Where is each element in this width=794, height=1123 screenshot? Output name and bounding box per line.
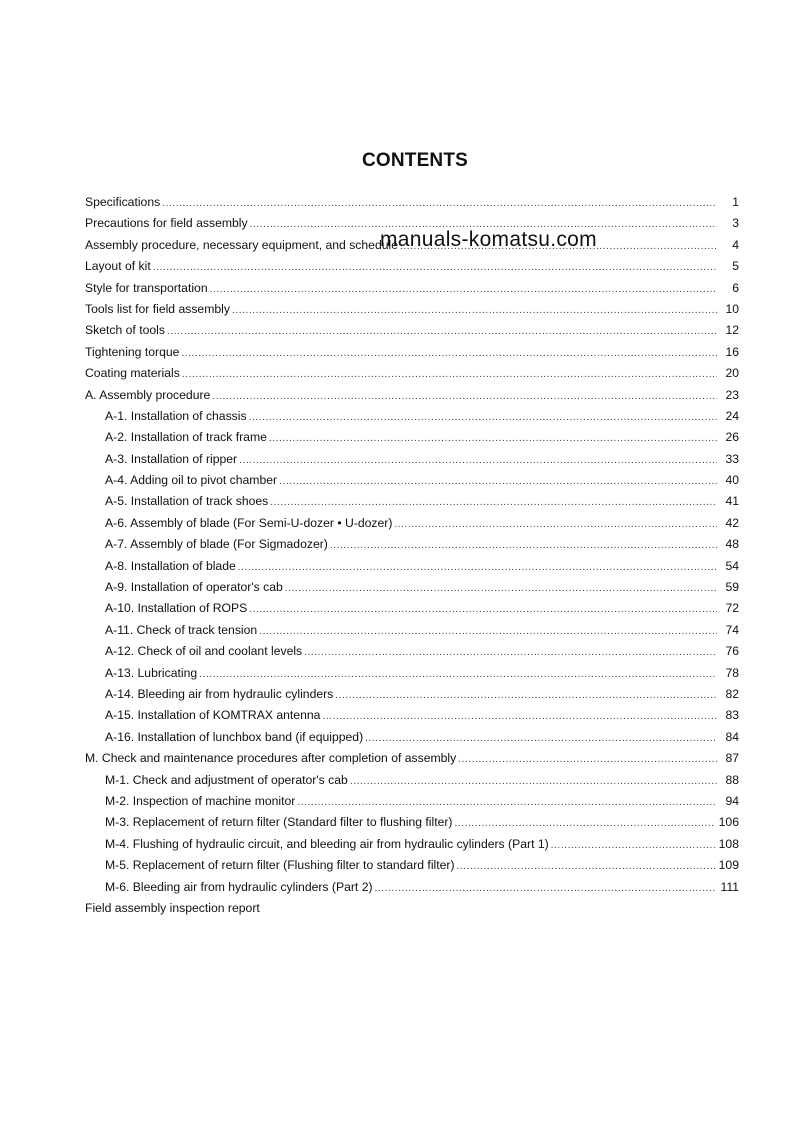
toc-entry-label: Coating materials: [85, 366, 180, 381]
toc-entry-page-number: 109: [718, 858, 739, 873]
toc-entry-label: A-9. Installation of operator's cab: [105, 580, 283, 595]
toc-entry-page-number: 72: [725, 601, 739, 616]
dot-leader: [551, 835, 715, 856]
toc-entry-page-number: 16: [725, 344, 739, 359]
toc-entry-label: A-3. Installation of ripper: [105, 451, 238, 466]
toc-entry[interactable]: [85, 256, 739, 277]
toc-entry[interactable]: [85, 791, 739, 812]
dot-leader: [455, 813, 715, 834]
toc-entry[interactable]: [85, 812, 739, 833]
dot-leader: [238, 557, 717, 578]
toc-entry-label: M-4. Flushing of hydraulic circuit, and bleeding air from hydraulic cylinders (Part 1): [105, 836, 549, 851]
dot-leader: [182, 364, 717, 385]
toc-entry-page-number: 41: [725, 494, 739, 509]
toc-entry-page-number: 20: [725, 366, 739, 381]
dot-leader: [304, 642, 717, 663]
toc-entry-label: Assembly procedure, necessary equipment, and schedule: [85, 237, 398, 252]
toc-entry-label: A-13. Lubricating: [105, 665, 198, 680]
dot-leader: [394, 514, 717, 535]
toc-entry-page-number: 108: [718, 836, 739, 851]
toc-entry[interactable]: [85, 727, 739, 748]
table-of-contents: [85, 192, 739, 919]
toc-entry[interactable]: [85, 855, 739, 876]
dot-leader: [279, 471, 717, 492]
toc-entry[interactable]: [85, 577, 739, 598]
toc-entry-label: M. Check and maintenance procedures after completion of assembly: [85, 751, 457, 766]
toc-entry[interactable]: [85, 877, 739, 898]
dot-leader: [153, 257, 717, 278]
toc-entry-label: M-6. Bleeding air from hydraulic cylinders (Part 2): [105, 879, 373, 894]
toc-entry[interactable]: [85, 363, 739, 384]
toc-entry-label: M-5. Replacement of return filter (Flushing filter to standard filter): [105, 858, 455, 873]
toc-entry[interactable]: [85, 299, 739, 320]
toc-entry[interactable]: [85, 620, 739, 641]
toc-entry[interactable]: [85, 684, 739, 705]
toc-entry-page-number: 1: [732, 195, 739, 209]
toc-entry-label: Tightening torque: [85, 344, 180, 359]
dot-leader: [457, 856, 715, 877]
dot-leader: [181, 343, 717, 364]
toc-entry[interactable]: [85, 898, 739, 919]
toc-entry-label: A-7. Assembly of blade (For Sigmadozer): [105, 537, 328, 552]
toc-entry-page-number: 4: [732, 237, 739, 252]
toc-entry-label: A-8. Installation of blade: [105, 558, 236, 573]
toc-entry[interactable]: [85, 705, 739, 726]
watermark: manuals-komatsu.com: [380, 228, 597, 251]
toc-entry-page-number: 3: [732, 216, 739, 231]
dot-leader: [249, 599, 717, 620]
toc-entry-page-number: 6: [732, 280, 739, 295]
toc-entry-label: A-10. Installation of ROPS: [105, 601, 248, 616]
toc-entry-page-number: 42: [725, 515, 739, 530]
toc-entry-page-number: 78: [725, 665, 739, 680]
toc-entry[interactable]: [85, 748, 739, 769]
toc-entry-label: A-15. Installation of KOMTRAX antenna: [105, 708, 321, 723]
dot-leader: [269, 428, 717, 449]
toc-entry-label: A-12. Check of oil and coolant levels: [105, 644, 303, 659]
toc-entry-label: A-16. Installation of lunchbox band (if equipped): [105, 729, 364, 744]
toc-entry-label: Layout of kit: [85, 259, 151, 274]
toc-entry-label: M-2. Inspection of machine monitor: [105, 793, 296, 808]
toc-entry[interactable]: [85, 320, 739, 341]
toc-entry[interactable]: [85, 278, 739, 299]
toc-entry[interactable]: [85, 641, 739, 662]
toc-entry-label: A-11. Check of track tension: [105, 622, 258, 637]
dot-leader: [350, 771, 717, 792]
dot-leader: [212, 386, 717, 407]
toc-entry-page-number: 40: [725, 473, 739, 488]
dot-leader: [239, 450, 717, 471]
toc-entry-page-number: 5: [732, 259, 739, 274]
toc-entry-page-number: 76: [725, 644, 739, 659]
dot-leader: [375, 878, 717, 899]
toc-entry-label: Specifications: [85, 195, 161, 209]
toc-entry-label: A-6. Assembly of blade (For Semi-U-dozer • U-dozer): [105, 515, 393, 530]
toc-entry-label: M-1. Check and adjustment of operator's cab: [105, 772, 348, 787]
toc-entry-page-number: 82: [725, 686, 739, 701]
dot-leader: [199, 664, 717, 685]
toc-entry-label: Style for transportation: [85, 280, 208, 295]
toc-entry-label: A-1. Installation of chassis: [105, 408, 247, 423]
toc-entry[interactable]: [85, 449, 739, 470]
toc-entry-page-number: 48: [725, 537, 739, 552]
dot-leader: [297, 792, 717, 813]
toc-entry-page-number: 94: [725, 793, 739, 808]
dot-leader: [162, 193, 717, 214]
toc-entry-label: M-3. Replacement of return filter (Standard filter to flushing filter): [105, 815, 453, 830]
toc-entry[interactable]: [85, 534, 739, 555]
toc-entry[interactable]: [85, 406, 739, 427]
toc-entry[interactable]: [85, 192, 739, 213]
dot-leader: [167, 321, 717, 342]
toc-entry-page-number: 54: [725, 558, 739, 573]
toc-entry[interactable]: [85, 342, 739, 363]
page-title: CONTENTS: [361, 150, 469, 171]
toc-entry-page-number: 12: [725, 323, 739, 338]
toc-entry-page-number: 84: [725, 729, 739, 744]
toc-entry-page-number: 10: [725, 301, 739, 316]
toc-entry-label: Sketch of tools: [85, 323, 165, 338]
toc-entry-page-number: 23: [725, 387, 739, 402]
toc-entry-label: A-2. Installation of track frame: [105, 430, 267, 445]
dot-leader: [249, 407, 717, 428]
toc-entry-page-number: 83: [725, 708, 739, 723]
dot-leader: [322, 706, 717, 727]
toc-entry-page-number: 88: [725, 772, 739, 787]
toc-entry-label: Field assembly inspection report: [85, 900, 260, 915]
dot-leader: [335, 685, 717, 706]
toc-entry-page-number: 26: [725, 430, 739, 445]
toc-entry[interactable]: [85, 663, 739, 684]
toc-entry-page-number: 59: [725, 580, 739, 595]
toc-entry[interactable]: [85, 598, 739, 619]
dot-leader: [210, 279, 717, 300]
dot-leader: [232, 300, 717, 321]
toc-entry[interactable]: [85, 385, 739, 406]
dot-leader: [285, 578, 717, 599]
dot-leader: [365, 728, 717, 749]
toc-entry[interactable]: [85, 834, 739, 855]
toc-entry-label: A. Assembly procedure: [85, 387, 211, 402]
toc-entry-page-number: 33: [725, 451, 739, 466]
toc-entry-page-number: 24: [725, 408, 739, 423]
toc-entry-page-number: 106: [718, 815, 739, 830]
dot-leader: [270, 492, 717, 513]
dot-leader: [259, 621, 717, 642]
dot-leader: [458, 749, 717, 770]
toc-entry[interactable]: [85, 427, 739, 448]
dot-leader: [330, 535, 717, 556]
toc-entry-page-number: 74: [725, 622, 739, 637]
toc-entry-page-number: 87: [725, 751, 739, 766]
toc-entry-label: Tools list for field assembly: [85, 301, 230, 316]
toc-entry[interactable]: [85, 556, 739, 577]
toc-entry[interactable]: [85, 491, 739, 512]
toc-entry[interactable]: [85, 513, 739, 534]
toc-entry-label: Precautions for field assembly: [85, 216, 248, 231]
toc-entry[interactable]: [85, 470, 739, 491]
toc-entry-page-number: 111: [720, 879, 739, 894]
toc-entry-label: A-5. Installation of track shoes: [105, 494, 269, 509]
toc-entry-label: A-14. Bleeding air from hydraulic cylinders: [105, 686, 334, 701]
toc-entry[interactable]: [85, 770, 739, 791]
toc-entry-label: A-4. Adding oil to pivot chamber: [105, 473, 278, 488]
